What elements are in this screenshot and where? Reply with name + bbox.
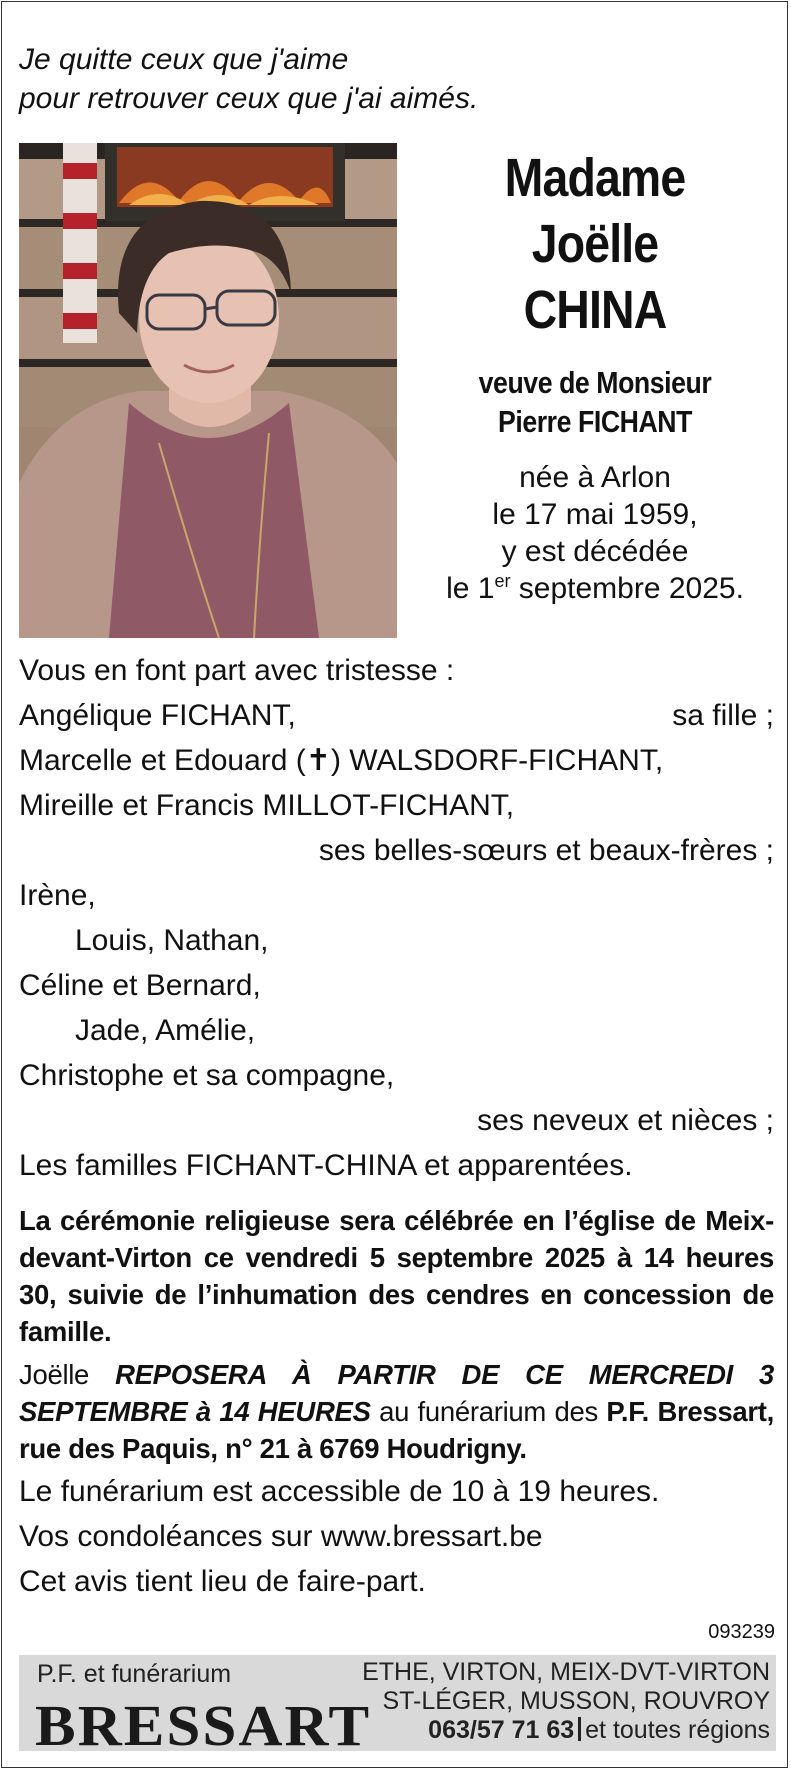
daughter-role: sa fille ; <box>672 699 774 732</box>
nephew-3: Christophe et sa compagne, <box>19 1059 395 1092</box>
portrait-illustration <box>19 143 397 638</box>
family-intro: Vous en font part avec tristesse : <box>19 654 455 687</box>
spouse-line-1: veuve de Monsieur <box>478 365 712 400</box>
death-date-sup: er <box>494 571 511 591</box>
birth-date: le 17 mai 1959, <box>492 498 698 531</box>
phone-line <box>362 1716 770 1745</box>
death-date-pre: le 1 <box>446 572 495 605</box>
nephew-2: Céline et Bernard, <box>19 969 261 1002</box>
funeral-home-contact <box>362 1658 770 1745</box>
towns-line-1: ETHE, VIRTON, MEIX-DVT-VIRTON <box>362 1658 770 1686</box>
repose-name: Joëlle <box>19 1359 90 1390</box>
nephews-role: ses neveux et nièces ; <box>477 1104 774 1137</box>
condolences-line: Vos condoléances sur www.bressart.be <box>19 1520 543 1553</box>
epigraph-line-2: pour retrouver ceux que j'ai aimés. <box>19 82 479 115</box>
nephew-1: Irène, <box>19 879 96 912</box>
spouse-info <box>440 363 750 441</box>
repose-caps: REPOSERA À PARTIR DE CE MERCREDI 3 SEPTEMBRE à 14 HEURES <box>19 1359 774 1427</box>
spouse-line-2: Pierre FICHANT <box>498 404 692 439</box>
funeral-home-subtitle: P.F. et funérarium <box>37 1660 232 1688</box>
funeral-home-banner <box>19 1655 776 1758</box>
death-date <box>415 570 775 607</box>
deceased-block <box>415 145 775 607</box>
epigraph <box>19 40 739 118</box>
birth-place: née à Arlon <box>519 461 671 494</box>
death-place: y est décédée <box>501 535 689 568</box>
funeral-home-brand: BRESSART <box>35 1693 372 1758</box>
families-line: Les familles FICHANT-CHINA et apparentées. <box>19 1149 633 1182</box>
phone-number: 063/57 71 63 <box>428 1716 575 1744</box>
funerarium-hours: Le funérarium est accessible de 10 à 19 heures. <box>19 1475 660 1508</box>
repose-place: P.F. Bressart, rue des Paquis, n° 21 à 6769 Houdrigny. <box>19 1396 775 1464</box>
portrait-photo <box>19 143 397 638</box>
inlaws-line-2: Mireille et Francis MILLOT-FICHANT, <box>19 789 515 822</box>
inlaws-line-1: Marcelle et Edouard (✝) WALSDORF-FICHANT, <box>19 744 664 777</box>
separator-bar <box>578 1717 581 1741</box>
reference-number: 093239 <box>708 1621 775 1643</box>
ceremony-text: La cérémonie religieuse sera célébrée en l’église de Meix-devant-Virton ce vendredi 5 septembre 2025 à 14 heures 30, suivie de l’inhumation des cendres en concession de famille. <box>19 1205 774 1347</box>
inlaws-role: ses belles-sœurs et beaux-frères ; <box>318 834 774 867</box>
repose-mid: au funérarium des <box>379 1396 598 1427</box>
daughter-name: Angélique FICHANT, <box>19 699 296 732</box>
repose-text <box>19 1356 774 1467</box>
family-list <box>19 648 774 1604</box>
notice-line: Cet avis tient lieu de faire-part. <box>19 1565 426 1598</box>
epigraph-line-1: Je quitte ceux que j'aime <box>19 43 349 76</box>
daughter-line <box>19 693 774 738</box>
regions-text: et toutes régions <box>585 1716 770 1744</box>
nephew-2-children: Jade, Amélie, <box>75 1014 256 1047</box>
nephew-1-children: Louis, Nathan, <box>75 924 269 957</box>
death-date-post: septembre 2025. <box>510 572 744 605</box>
deceased-first-name: Joëlle <box>531 214 659 274</box>
towns-line-2: ST-LÉGER, MUSSON, ROUVROY <box>382 1687 770 1715</box>
deceased-title: Madame <box>504 148 686 208</box>
deceased-last-name: CHINA <box>523 280 667 340</box>
funeral-home-logo <box>19 1655 372 1758</box>
life-dates <box>415 459 775 607</box>
